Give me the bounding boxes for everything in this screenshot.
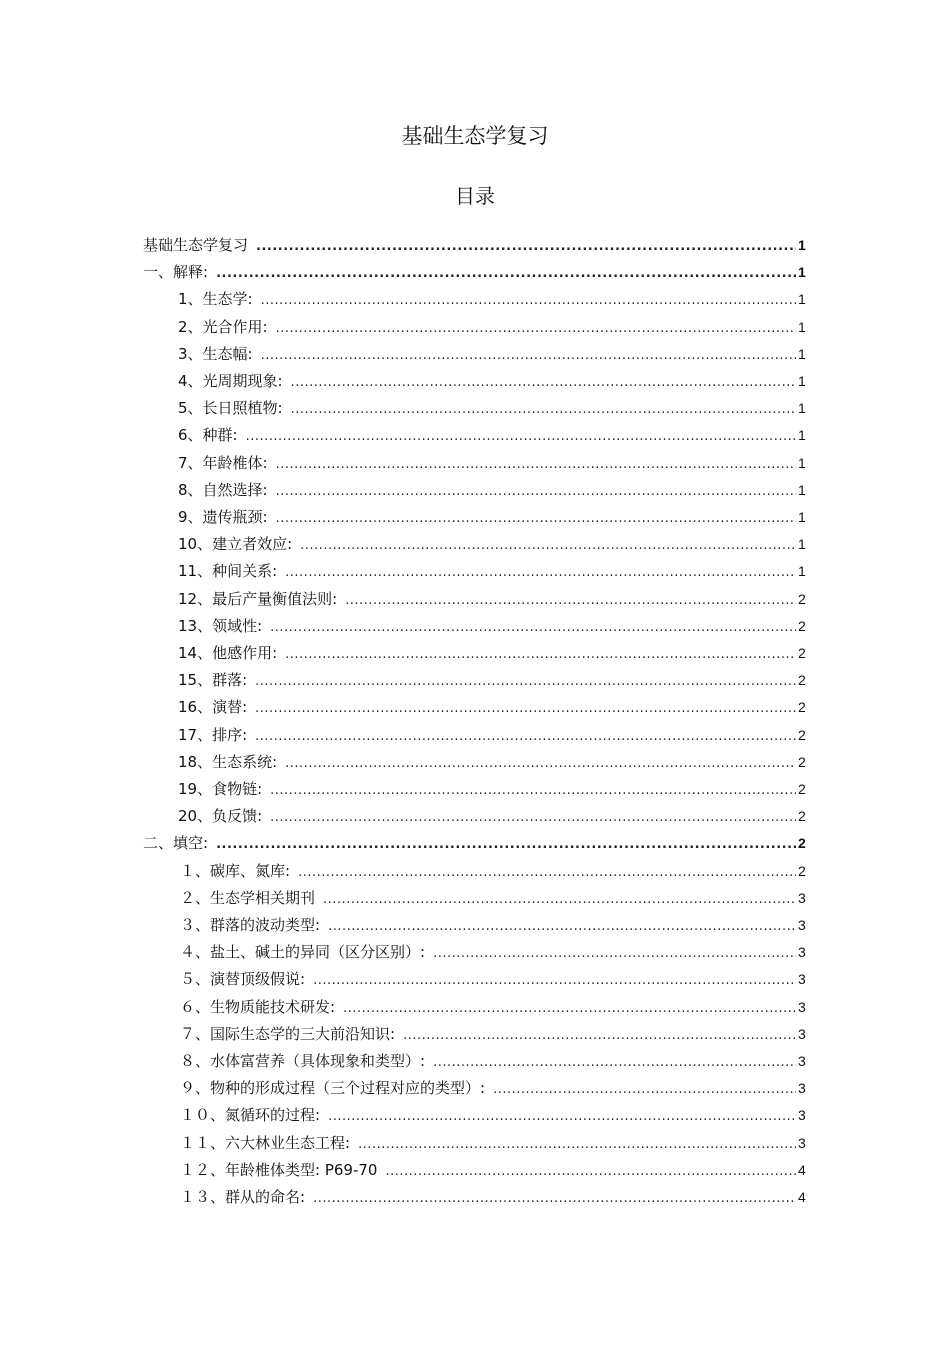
toc-entry-label: 生态学相关期刊 xyxy=(210,888,316,907)
toc-entry-label: 六大林业生态工程: xyxy=(225,1133,351,1152)
toc-leader-dots xyxy=(270,617,796,639)
toc-leader-dots xyxy=(403,1025,796,1047)
toc-entry-label: 生态学: xyxy=(202,290,253,309)
toc-leader-dots xyxy=(276,508,796,530)
toc-entry-page: 2 xyxy=(798,726,806,743)
toc-entry[interactable] xyxy=(143,234,812,256)
toc-entry[interactable] xyxy=(178,370,812,392)
toc-entry-page: 3 xyxy=(798,1134,806,1151)
toc-entry-number: 一、 xyxy=(143,263,174,282)
toc-leader-dots xyxy=(298,862,796,884)
toc-entry-page: 2 xyxy=(798,835,806,852)
toc-leader-dots xyxy=(276,318,796,340)
toc-leader-dots xyxy=(313,1188,796,1210)
toc-entry[interactable] xyxy=(143,832,812,854)
toc-leader-dots xyxy=(261,345,796,367)
toc-entry-number: ３、 xyxy=(180,916,211,934)
toc-entry-page: 3 xyxy=(798,998,806,1015)
toc-entry[interactable] xyxy=(180,1050,812,1072)
toc-entry-number: １、 xyxy=(180,861,211,880)
toc-leader-dots xyxy=(385,1161,796,1183)
toc-entry-label: 排序: xyxy=(212,725,248,744)
toc-entry-page: 1 xyxy=(798,481,806,498)
toc-entry[interactable] xyxy=(178,452,812,474)
toc-entry[interactable] xyxy=(180,996,812,1018)
toc-entry-label: 群落的波动类型: xyxy=(210,916,321,934)
toc-entry-label: 长日照植物: xyxy=(202,399,283,418)
toc-entry-number: 11、 xyxy=(178,562,213,581)
toc-entry[interactable] xyxy=(180,968,812,990)
toc-leader-dots xyxy=(328,916,796,938)
toc-entry-label: 领域性: xyxy=(212,616,263,635)
toc-entry-page: 2 xyxy=(798,699,806,716)
toc-entry-page: 1 xyxy=(798,264,806,281)
toc-entry[interactable] xyxy=(178,560,812,582)
toc-entry-page: 1 xyxy=(798,318,806,335)
toc-entry-label: 物种的形成过程（三个过程对应的类型）: xyxy=(210,1079,486,1098)
toc-entry[interactable] xyxy=(180,860,812,882)
toc-entry-label: 遗传瓶颈: xyxy=(202,508,268,526)
toc-entry-number: 12、 xyxy=(178,589,213,608)
toc-entry-label: 年龄椎体类型: P69-70 xyxy=(225,1160,378,1179)
toc-entry-number: 2、 xyxy=(178,317,203,336)
toc-entry-page: 1 xyxy=(798,427,806,444)
toc-entry-label: 盐土、碱土的异同（区分区别）: xyxy=(210,943,426,962)
toc-entry[interactable] xyxy=(178,588,812,610)
toc-entry-label: 生态系统: xyxy=(212,752,278,771)
toc-entry-page: 1 xyxy=(798,536,806,553)
toc-entry-number: 20、 xyxy=(178,807,213,826)
toc-entry-label: 他感作用: xyxy=(212,644,278,662)
toc-leader-dots xyxy=(300,535,796,557)
toc-entry-number: 15、 xyxy=(178,671,213,690)
toc-leader-dots xyxy=(493,1079,796,1101)
toc-entry-number: 1、 xyxy=(178,290,203,309)
toc-leader-dots xyxy=(313,970,796,992)
toc-leader-dots xyxy=(433,943,796,965)
toc-entry-label: 生态幅: xyxy=(202,344,253,363)
toc-leader-dots xyxy=(285,644,796,666)
toc-entry-page: 2 xyxy=(798,753,806,770)
toc-entry-page: 1 xyxy=(798,400,806,417)
toc-entry[interactable] xyxy=(180,887,812,909)
toc-entry-number: 7、 xyxy=(178,453,203,472)
toc-leader-dots xyxy=(276,454,796,476)
toc-entry-page: 4 xyxy=(798,1161,806,1178)
toc-entry-label: 种间关系: xyxy=(212,562,278,581)
toc-entry-label: 填空: xyxy=(173,834,209,853)
toc-entry-number: ５、 xyxy=(180,970,211,989)
toc-entry-number: １３、 xyxy=(180,1188,226,1206)
toc-entry-number: 16、 xyxy=(178,698,213,717)
toc-entry-number: ７、 xyxy=(180,1024,211,1043)
toc-entry[interactable] xyxy=(180,1023,812,1045)
toc-leader-dots xyxy=(261,290,796,312)
toc-entry-number: １０、 xyxy=(180,1106,226,1125)
toc-entry-label: 光合作用: xyxy=(202,317,268,336)
toc-entry[interactable] xyxy=(178,316,812,338)
toc-entry[interactable] xyxy=(178,778,812,800)
toc-entry-number: １１、 xyxy=(180,1133,226,1152)
toc-entry[interactable] xyxy=(180,1132,812,1154)
toc-entry-page: 2 xyxy=(798,862,806,879)
toc-leader-dots xyxy=(285,562,796,584)
toc-leader-dots xyxy=(270,780,796,802)
toc-entry-number: 3、 xyxy=(178,344,203,363)
toc-entry-number: 二、 xyxy=(143,834,174,853)
toc-entry[interactable] xyxy=(178,669,812,691)
toc-entry-number: ６、 xyxy=(180,997,211,1016)
toc-entry-number: ４、 xyxy=(180,943,211,962)
toc-entry[interactable] xyxy=(178,397,812,419)
toc-entry-number: 8、 xyxy=(178,480,203,499)
toc-entry[interactable] xyxy=(178,696,812,718)
toc-entry-label: 食物链: xyxy=(212,780,263,798)
toc-entry-page: 3 xyxy=(798,917,806,933)
toc-entry-page: 3 xyxy=(798,889,806,906)
toc-entry-page: 2 xyxy=(798,590,806,607)
toc-leader-dots xyxy=(246,426,796,448)
toc-entry-label: 自然选择: xyxy=(202,480,268,499)
toc-entry-label: 种群: xyxy=(202,426,238,445)
toc-entry-page: 2 xyxy=(798,781,806,797)
toc-entry-number: ８、 xyxy=(180,1052,211,1070)
toc-entry-label: 光周期现象: xyxy=(202,372,283,390)
toc-leader-dots xyxy=(433,1052,796,1074)
toc-leader-dots xyxy=(216,263,796,285)
toc-leader-dots xyxy=(276,481,796,503)
toc-leader-dots xyxy=(328,1106,796,1128)
toc-heading: 目录 xyxy=(455,184,495,208)
toc-entry-page: 1 xyxy=(798,509,806,525)
toc-entry-label: 群落: xyxy=(212,671,248,690)
toc-entry-label: 解释: xyxy=(173,263,209,282)
toc-entry[interactable] xyxy=(178,343,812,365)
toc-entry[interactable] xyxy=(178,751,812,773)
toc-entry[interactable] xyxy=(178,724,812,746)
toc-leader-dots xyxy=(323,889,796,911)
toc-leader-dots xyxy=(343,998,796,1020)
toc-entry-label: 水体富营养（具体现象和类型）: xyxy=(210,1052,426,1070)
toc-entry-page: 1 xyxy=(798,563,806,580)
toc-leader-dots xyxy=(255,698,796,720)
document-title: 基础生态学复习 xyxy=(401,124,549,148)
toc-entry-number: 9、 xyxy=(178,508,203,526)
toc-leader-dots xyxy=(345,590,796,612)
toc-entry-page: 1 xyxy=(798,237,806,253)
toc-entry-number: 19、 xyxy=(178,780,213,798)
toc-leader-dots xyxy=(291,372,796,394)
toc-entry-page: 3 xyxy=(798,1107,806,1124)
toc-entry-number: １２、 xyxy=(180,1160,226,1179)
toc-entry-number: ２、 xyxy=(180,888,211,907)
toc-entry-label: 最后产量衡值法则: xyxy=(212,589,338,608)
toc-entry[interactable] xyxy=(178,615,812,637)
toc-entry[interactable] xyxy=(178,479,812,501)
toc-entry-number: 10、 xyxy=(178,535,213,554)
toc-entry-page: 1 xyxy=(798,345,806,362)
toc-entry[interactable] xyxy=(178,288,812,310)
toc-entry-label: 年龄椎体: xyxy=(202,453,268,472)
toc-entry-number: ９、 xyxy=(180,1079,211,1098)
toc-entry-label: 建立者效应: xyxy=(212,535,293,554)
toc-entry-label: 碳库、氮库: xyxy=(210,861,291,880)
toc-leader-dots xyxy=(255,671,796,693)
toc-entry-label: 群从的命名: xyxy=(225,1188,306,1206)
toc-entry-label: 氮循环的过程: xyxy=(225,1106,321,1125)
toc-entry[interactable] xyxy=(178,506,812,528)
toc-entry-number: 4、 xyxy=(178,372,203,390)
toc-entry-label: 负反馈: xyxy=(212,807,263,826)
toc-entry[interactable] xyxy=(143,261,812,283)
toc-leader-dots xyxy=(255,726,796,748)
toc-leader-dots xyxy=(285,753,796,775)
toc-entry-page: 2 xyxy=(798,645,806,661)
toc-entry[interactable] xyxy=(180,1077,812,1099)
toc-entry[interactable] xyxy=(178,533,812,555)
toc-entry-label: 生物质能技术研发: xyxy=(210,997,336,1016)
toc-entry[interactable] xyxy=(180,914,812,936)
toc-entry-label: 基础生态学复习 xyxy=(143,236,249,254)
toc-entry-label: 国际生态学的三大前沿知识: xyxy=(210,1024,396,1043)
toc-entry-page: 2 xyxy=(798,808,806,825)
toc-entry-page: 3 xyxy=(798,1080,806,1097)
toc-entry-label: 演替顶级假说: xyxy=(210,970,306,989)
toc-entry[interactable] xyxy=(180,1186,812,1208)
toc-entry-page: 2 xyxy=(798,617,806,634)
toc-entry-page: 3 xyxy=(798,944,806,961)
toc-entry-number: 6、 xyxy=(178,426,203,445)
toc-entry[interactable] xyxy=(178,642,812,664)
toc-leader-dots xyxy=(256,236,796,258)
toc-entry-number: 14、 xyxy=(178,644,213,662)
toc-entry[interactable] xyxy=(180,1104,812,1126)
toc-leader-dots xyxy=(216,834,796,856)
toc-entry-number: 17、 xyxy=(178,725,213,744)
toc-entry[interactable] xyxy=(180,941,812,963)
toc-entry-page: 3 xyxy=(798,1025,806,1042)
toc-leader-dots xyxy=(358,1134,796,1156)
toc-entry-label: 演替: xyxy=(212,698,248,717)
toc-entry-page: 1 xyxy=(798,454,806,471)
toc-entry-page: 1 xyxy=(798,291,806,308)
toc-entry-page: 2 xyxy=(798,672,806,689)
toc-entry[interactable] xyxy=(180,1159,812,1181)
toc-entry-number: 18、 xyxy=(178,752,213,771)
toc-entry-page: 3 xyxy=(798,971,806,988)
toc-entry-page: 3 xyxy=(798,1053,806,1069)
toc-entry-number: 13、 xyxy=(178,616,213,635)
toc-entry[interactable] xyxy=(178,805,812,827)
toc-entry-page: 1 xyxy=(798,373,806,389)
toc-entry[interactable] xyxy=(178,424,812,446)
toc-leader-dots xyxy=(291,399,796,421)
toc-leader-dots xyxy=(270,807,796,829)
toc-entry-number: 5、 xyxy=(178,399,203,418)
toc-entry-page: 4 xyxy=(798,1189,806,1205)
